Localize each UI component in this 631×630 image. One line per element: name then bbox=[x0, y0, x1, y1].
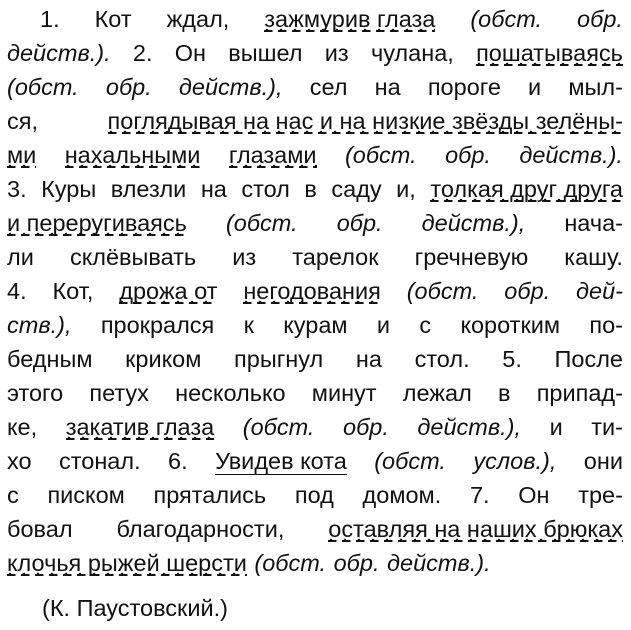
word: кашу. bbox=[564, 244, 623, 270]
word: коротким bbox=[460, 312, 561, 338]
word: Куры bbox=[41, 176, 97, 202]
word: по- bbox=[589, 312, 623, 338]
word: Он bbox=[518, 482, 550, 508]
text-line-3 bbox=[7, 70, 623, 104]
word: Кот bbox=[94, 6, 132, 32]
word: лежал bbox=[402, 380, 472, 406]
word: и bbox=[549, 414, 563, 440]
adverbial-participle-phrase: глазами bbox=[228, 142, 317, 168]
word: гречневую bbox=[414, 244, 529, 270]
word: криком bbox=[125, 346, 202, 372]
word: тре- bbox=[578, 482, 623, 508]
word: этого bbox=[7, 380, 64, 406]
word: и bbox=[376, 312, 391, 338]
annotation: действ.). bbox=[519, 142, 623, 168]
adverbial-participle-phrase: дрожа от bbox=[119, 278, 218, 304]
word: писком bbox=[47, 482, 125, 508]
word: припад- bbox=[536, 380, 623, 406]
word: саду bbox=[331, 176, 382, 202]
word: домом. bbox=[362, 482, 442, 508]
word: курам bbox=[283, 312, 348, 338]
word: и bbox=[528, 74, 542, 100]
annotation: (обст. bbox=[406, 278, 479, 304]
annotation: (обст. bbox=[225, 210, 298, 236]
text-line-4 bbox=[7, 104, 623, 138]
word: тарелок bbox=[292, 244, 379, 270]
word: стол bbox=[241, 176, 290, 202]
annotation: обр. bbox=[577, 6, 623, 32]
annotation: (обст. bbox=[344, 142, 417, 168]
annotation: действ.), bbox=[421, 210, 526, 236]
text-line-12 bbox=[7, 376, 623, 410]
word: ти- bbox=[591, 414, 623, 440]
annotation: обр. bbox=[343, 414, 389, 440]
annotation: действ.). bbox=[7, 40, 111, 66]
adverbial-participle-phrase: закатив глаза bbox=[65, 414, 215, 440]
word: бовал bbox=[7, 516, 73, 542]
adverbial-participle-phrase: Увидев кота bbox=[215, 448, 347, 474]
author-attribution: (К. Паустовский.) bbox=[42, 595, 228, 621]
annotation: обр. bbox=[105, 74, 152, 100]
text-line-9 bbox=[7, 274, 623, 308]
word: склёвывать bbox=[69, 244, 197, 270]
word: Кот, bbox=[52, 278, 94, 304]
annotation: ств.), bbox=[7, 312, 72, 338]
word: ли bbox=[7, 244, 34, 270]
word: на bbox=[374, 74, 401, 100]
word: в bbox=[498, 380, 511, 406]
word: вышел bbox=[228, 40, 303, 66]
word: с bbox=[419, 312, 432, 338]
word: хо bbox=[7, 448, 32, 474]
word: чулана, bbox=[370, 40, 454, 66]
annotation: (обст. bbox=[470, 6, 543, 32]
adverbial-participle-phrase: зажмурив глаза bbox=[264, 6, 436, 32]
sentence-number: 1. bbox=[40, 6, 60, 32]
annotation: обр. bbox=[336, 210, 383, 236]
sentence-number: 7. bbox=[469, 482, 490, 508]
word: под bbox=[294, 482, 334, 508]
word: мыл- bbox=[568, 74, 623, 100]
adverbial-participle-phrase: и переругиваясь bbox=[7, 210, 187, 236]
word: на bbox=[355, 346, 382, 372]
text-line-15 bbox=[7, 478, 623, 512]
adverbial-participle-phrase: толкая друг друга bbox=[430, 176, 623, 202]
text-line-17 bbox=[7, 546, 623, 580]
word: они bbox=[583, 448, 623, 474]
word: влезли bbox=[110, 176, 187, 202]
word: и, bbox=[396, 176, 416, 202]
sentence-number: 6. bbox=[168, 448, 188, 474]
text-line-13 bbox=[7, 410, 623, 444]
word: с bbox=[7, 482, 19, 508]
word: ждал, bbox=[166, 6, 230, 32]
annotation: действ.), bbox=[417, 414, 522, 440]
text-line-7 bbox=[7, 206, 623, 240]
word: нача- bbox=[564, 210, 623, 236]
word: ся, bbox=[7, 108, 39, 134]
text-line-14 bbox=[7, 444, 623, 478]
adverbial-participle-phrase: оставляя на наших брюках bbox=[328, 516, 623, 542]
word: из bbox=[232, 244, 257, 270]
word: стол. bbox=[414, 346, 470, 372]
annotation: (обст. bbox=[7, 74, 79, 100]
annotation: дей- bbox=[576, 278, 623, 304]
word: минут bbox=[311, 380, 377, 406]
adverbial-participle-phrase: клочья рыжей шерсти bbox=[7, 550, 247, 576]
word: пороге bbox=[427, 74, 501, 100]
annotation: услов.), bbox=[473, 448, 557, 474]
text-line-8 bbox=[7, 240, 623, 274]
sentence-number: 5. bbox=[502, 346, 522, 372]
adverbial-participle-phrase: нахальными bbox=[64, 142, 201, 168]
adverbial-participle-phrase: ми bbox=[7, 142, 37, 168]
word: несколько bbox=[175, 380, 286, 406]
sentence-number: 3. bbox=[7, 176, 27, 202]
word: из bbox=[324, 40, 349, 66]
word: бедным bbox=[7, 346, 93, 372]
adverbial-participle-phrase: негодования bbox=[243, 278, 381, 304]
word: сел bbox=[309, 74, 348, 100]
adverbial-participle-phrase: поглядывая на нас и на низкие звёзды зелёны- bbox=[107, 108, 623, 134]
sentence-number: 2. bbox=[132, 40, 153, 66]
word: к bbox=[243, 312, 254, 338]
word: прыгнул bbox=[234, 346, 324, 372]
word: прокрался bbox=[100, 312, 215, 338]
word: петух bbox=[89, 380, 149, 406]
sentence-number: 4. bbox=[7, 278, 27, 304]
text-line-1 bbox=[7, 2, 623, 36]
word: После bbox=[554, 346, 623, 372]
text-line-10 bbox=[7, 308, 623, 342]
annotation: действ.). bbox=[387, 550, 491, 576]
annotation: обр. bbox=[504, 278, 551, 304]
text-line-2 bbox=[7, 36, 623, 70]
annotation: действ.), bbox=[178, 74, 283, 100]
annotation: обр. bbox=[445, 142, 491, 168]
annotation: обр. bbox=[333, 550, 380, 576]
text-line-11 bbox=[7, 342, 623, 376]
annotation: (обст. bbox=[242, 414, 315, 440]
annotation: (обст. bbox=[254, 550, 327, 576]
word: стонал. bbox=[59, 448, 141, 474]
word: ке, bbox=[7, 414, 38, 440]
word: на bbox=[200, 176, 227, 202]
word: Он bbox=[174, 40, 207, 66]
text-line-16 bbox=[7, 512, 623, 546]
annotation: (обст. bbox=[374, 448, 446, 474]
text-line-6 bbox=[7, 172, 623, 206]
adverbial-participle: пошатываясь bbox=[476, 40, 623, 66]
word: прятались bbox=[153, 482, 267, 508]
text-line-5 bbox=[7, 138, 623, 172]
word: благодарности, bbox=[116, 516, 285, 542]
word: в bbox=[304, 176, 317, 202]
